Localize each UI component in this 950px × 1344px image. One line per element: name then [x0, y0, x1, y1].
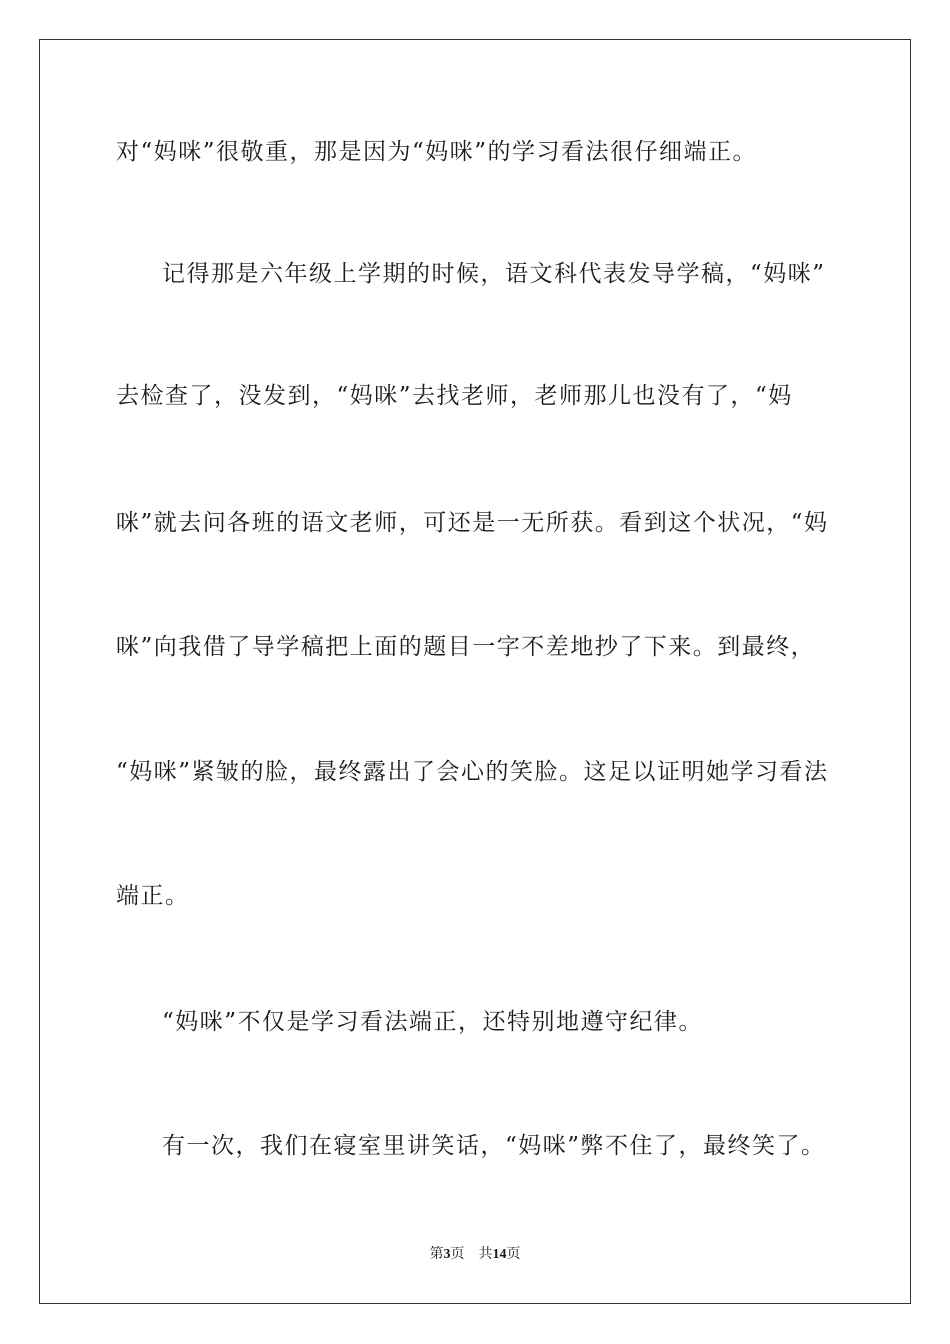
text-line-5: 咪”向我借了导学稿把上面的题目一字不差地抄了下来。到最终， — [116, 634, 816, 660]
total-pages: 14 — [492, 1247, 507, 1262]
text-line-2: 记得那是六年级上学期的时候，语文科代表发导学稿，“妈咪” — [162, 261, 826, 287]
total-prefix: 共 — [478, 1247, 493, 1262]
page-suffix: 页 — [450, 1247, 465, 1262]
text-line-8: “妈咪”不仅是学习看法端正，还特别地遵守纪律。 — [162, 1009, 704, 1035]
page-number: 3 — [443, 1247, 451, 1262]
text-line-7: 端正。 — [116, 883, 190, 909]
total-suffix: 页 — [506, 1247, 521, 1262]
page-prefix: 第 — [429, 1247, 444, 1262]
text-line-9: 有一次，我们在寝室里讲笑话，“妈咪”弊不住了，最终笑了。 — [162, 1133, 826, 1159]
page-footer — [0, 1245, 950, 1265]
text-line-6: “妈咪”紧皱的脸，最终露出了会心的笑脸。这足以证明她学习看法 — [116, 759, 829, 785]
text-line-3: 去检查了，没发到，“妈咪”去找老师，老师那儿也没有了，“妈 — [116, 383, 793, 409]
text-line-4: 咪”就去问各班的语文老师，可还是一无所获。看到这个状况，“妈 — [116, 510, 829, 536]
text-line-1: 对“妈咪”很敬重，那是因为“妈咪”的学习看法很仔细端正。 — [116, 139, 758, 165]
page-border — [39, 39, 911, 1304]
